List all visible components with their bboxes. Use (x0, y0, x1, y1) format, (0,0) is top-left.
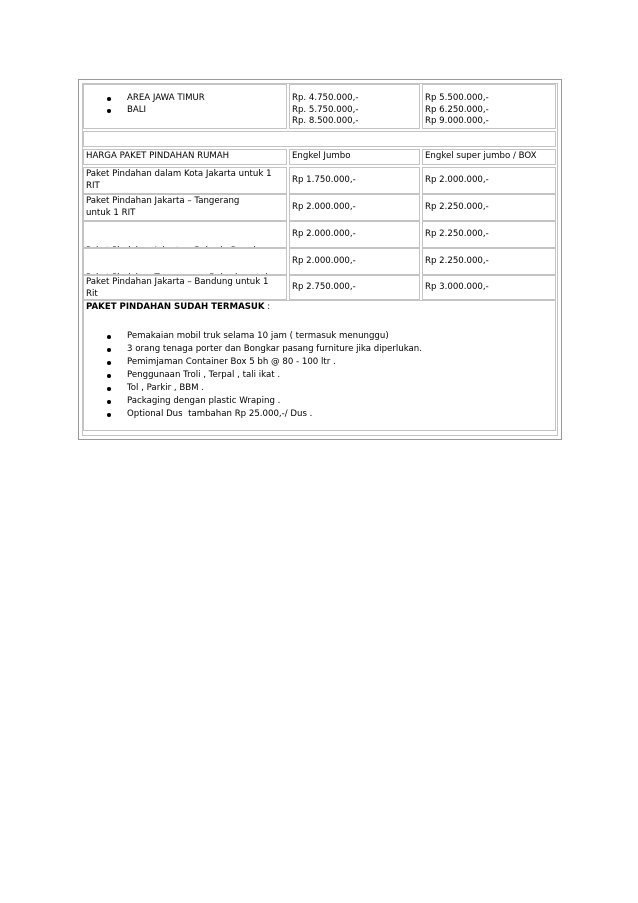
bullet-icon (107, 109, 111, 113)
price-table (78, 79, 562, 440)
price-value: Rp. 8.500.000,- (292, 116, 359, 126)
includes-title: PAKET PINDAHAN SUDAH TERMASUK (86, 302, 265, 312)
included-item: Pemimjaman Container Box 5 bh @ 80 - 100 ltr . (127, 357, 336, 367)
bullet-icon (107, 387, 111, 391)
price-value: Rp 1.750.000,- (292, 174, 356, 185)
included-item: Penggunaan Troli , Terpal , tali ikat . (127, 370, 281, 380)
superjumbo-price-cell (422, 194, 556, 221)
header-superjumbo-cell (422, 149, 556, 165)
price-value: Rp 2.000.000,- (292, 255, 356, 266)
package-name-cell (83, 275, 287, 300)
superjumbo-price-cell (422, 221, 556, 248)
price-value: Rp 2.250.000,- (425, 228, 489, 239)
price-value: Rp 2.250.000,- (425, 201, 489, 212)
bullet-icon (107, 335, 111, 339)
included-item: Tol , Parkir , BBM . (127, 383, 204, 393)
header-jumbo-cell (289, 149, 420, 165)
bullet-icon (107, 348, 111, 352)
column-header: Engkel Jumbo (292, 151, 351, 162)
included-item: Packaging dengan plastic Wraping . (127, 396, 281, 406)
header-package-cell (83, 149, 287, 165)
region-name: BALI (127, 105, 147, 115)
included-item: Optional Dus tambahan Rp 25.000,-/ Dus . (127, 409, 313, 419)
region-superjumbo-prices-cell (422, 84, 556, 129)
price-value: Rp 2.750.000,- (292, 281, 356, 292)
superjumbo-price-cell (422, 248, 556, 275)
spacer-row (83, 131, 556, 147)
price-value: Rp 2.000.000,- (292, 201, 356, 212)
jumbo-price-cell (289, 167, 420, 194)
package-name-cell (83, 221, 287, 248)
included-item: Pemakaian mobil truk selama 10 jam ( termasuk menunggu) (127, 331, 389, 341)
jumbo-price-cell (289, 248, 420, 275)
package-name: Paket Pindahan dalam Kota Jakarta untuk 1 (86, 169, 272, 179)
package-name: untuk 1 RIT (86, 207, 136, 218)
includes-cell (83, 300, 556, 431)
price-value: Rp 9.000.000,- (425, 116, 489, 126)
package-name: Paket Pindahan Jakarta – Tangerang (86, 196, 240, 206)
included-item: 3 orang tenaga porter dan Bongkar pasang furniture jika diperlukan. (127, 344, 422, 354)
jumbo-price-cell (289, 221, 420, 248)
package-name-cell (83, 194, 287, 221)
price-value: Rp 5.500.000,- (425, 93, 489, 103)
package-name-cell (83, 248, 287, 275)
bullet-icon (107, 400, 111, 404)
package-name: RIT (86, 180, 100, 191)
bullet-icon (107, 413, 111, 417)
region-list-cell (83, 84, 287, 129)
region-jumbo-prices-cell (289, 84, 420, 129)
bullet-icon (107, 361, 111, 365)
package-name-cell (83, 167, 287, 194)
package-name: Rit (86, 288, 98, 299)
superjumbo-price-cell (422, 275, 556, 300)
price-value: Rp 3.000.000,- (425, 281, 489, 292)
bullet-icon (107, 97, 111, 101)
package-name: Paket Pindahan Jakarta – Bandung untuk 1 (86, 277, 269, 287)
jumbo-price-cell (289, 194, 420, 221)
includes-colon: : (264, 302, 271, 312)
region-name: AREA JAWA TIMUR (127, 93, 205, 103)
price-value: Rp 2.000.000,- (292, 228, 356, 239)
superjumbo-price-cell (422, 167, 556, 194)
price-value: Rp 6.250.000,- (425, 104, 489, 115)
column-header: HARGA PAKET PINDAHAN RUMAH (86, 151, 230, 162)
price-value: Rp. 5.750.000,- (292, 104, 359, 115)
column-header: Engkel super jumbo / BOX (425, 151, 537, 162)
bullet-icon (107, 374, 111, 378)
jumbo-price-cell (289, 275, 420, 300)
price-value: Rp 2.250.000,- (425, 255, 489, 266)
price-value: Rp 2.000.000,- (425, 174, 489, 185)
price-value: Rp. 4.750.000,- (292, 93, 359, 103)
